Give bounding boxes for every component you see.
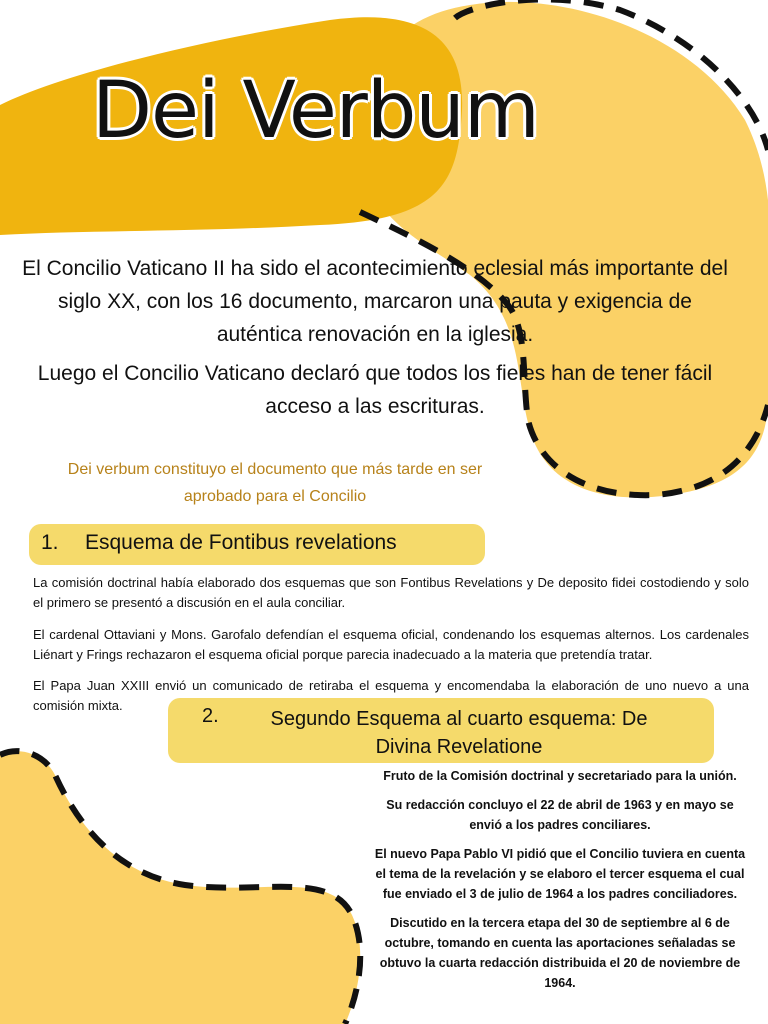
intro-paragraph-1: El Concilio Vaticano II ha sido el acontecimiento eclesial más importante del siglo XX, con los 16 documento, marcaron una pauta y exigencia de auténtica renovación en la iglesia. (22, 257, 728, 346)
section-2-body (374, 766, 746, 1002)
intro-paragraph-2: Luego el Concilio Vaticano declaró que todos los fieles han de tener fácil acceso a las escrituras. (37, 362, 713, 418)
section-2-paragraph-3: El nuevo Papa Pablo VI pidió que el Concilio tuviera en cuenta el tema de la revelación y se elaboro el tercer esquema el cual fue enviado el 3 de julio de 1964 a los padres conciliadores. (374, 847, 746, 901)
section-2-number: 2. (202, 705, 219, 727)
section-1-paragraph-2: El cardenal Ottaviani y Mons. Garofalo defendían el esquema oficial, condenando los esquemas alternos. Los cardenales Liénart y Frings rechazaron el esquema oficial porque parecia inadecuado a la materia que pretendía tratar. (33, 627, 749, 662)
section-1-number: 1. (41, 531, 59, 554)
section-2-title: Segundo Esquema al cuarto esquema: De Divina Revelatione (270, 708, 648, 758)
section-2-paragraph-4: Discutido en la tercera etapa del 30 de septiembre al 6 de octubre, tomando en cuenta las aportaciones señaladas se obtuvo la cuarta redacción distribuida el 20 de noviembre de 1964. (379, 916, 741, 990)
section-1-paragraph-3: El Papa Juan XXIII envió un comunicado de retiraba el esquema y encomendaba la elaboración de uno nuevo a una comisión mixta. (33, 678, 749, 713)
page-title: Dei Verbum (92, 66, 539, 156)
section-1-paragraph-1: La comisión doctrinal había elaborado dos esquemas que son Fontibus Revelations y De deposito fidei costodiendo y solo el primero se presentó a discusión en el aula conciliar. (33, 575, 749, 610)
section-2-paragraph-2: Su redacción concluyo el 22 de abril de 1963 y en mayo se envió a los padres conciliares. (386, 798, 734, 832)
intro-block (20, 252, 730, 429)
section-1-title: Esquema de Fontibus revelations (85, 531, 397, 554)
section-1-heading (29, 524, 485, 565)
callout-text: Dei verbum constituyo el documento que más tarde en ser aprobado para el Concilio (67, 461, 483, 505)
section-2-heading (168, 698, 714, 763)
section-2-paragraph-1: Fruto de la Comisión doctrinal y secretariado para la unión. (383, 769, 737, 783)
